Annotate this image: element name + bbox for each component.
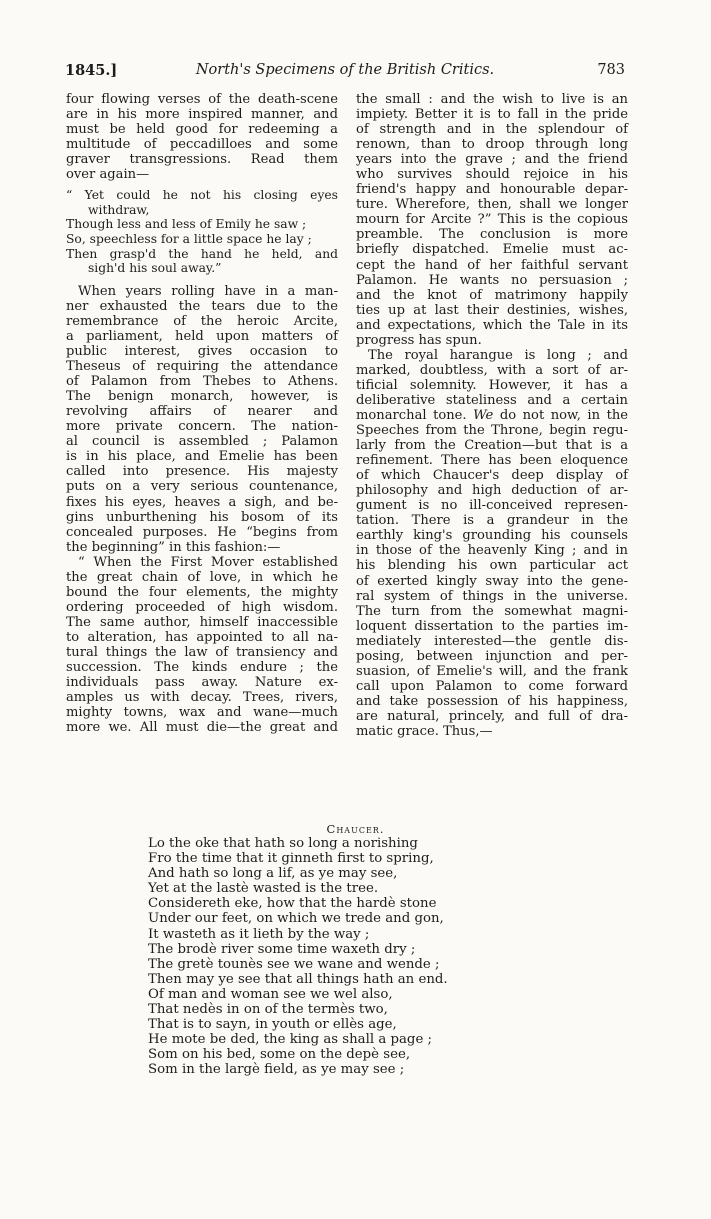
text-line: impiety. Better it is to fall in the pride	[356, 107, 628, 123]
text-line: gument is no ill-conceived represen-	[356, 498, 628, 514]
page-number: 783	[597, 62, 625, 78]
text-line: years into the grave ; and the friend	[356, 152, 628, 168]
text-line: The royal harangue is long ; and	[368, 347, 628, 363]
text-line: more private concern. The nation-	[66, 419, 338, 435]
text-line: are in his more inspired manner, and	[66, 107, 338, 123]
text-line: graver transgressions. Read them	[66, 152, 338, 168]
text-line: puts on a very serious countenance,	[66, 479, 338, 495]
text-line: tural things the law of transiency and	[66, 644, 338, 660]
text-line: and the knot of matrimony happily	[356, 287, 628, 303]
poem-line: Considereth eke, how that the hardè stone	[148, 896, 437, 912]
text-line: mourn for Arcite ?” This is the copious	[356, 212, 628, 228]
poem-line: Som in the largè field, as ye may see ;	[148, 1062, 405, 1078]
text-line: the great chain of love, in which he	[66, 569, 338, 585]
poem-line: Fro the time that it ginneth first to spring,	[148, 851, 434, 867]
left-column	[66, 92, 338, 735]
text-line: ordering proceeded of high wisdom.	[66, 599, 338, 615]
paragraph	[66, 92, 338, 182]
text-line: of Palamon from Thebes to Athens.	[66, 374, 338, 390]
running-header	[65, 62, 625, 84]
text-line: called into presence. His majesty	[66, 464, 338, 480]
poem-line: It wasteth as it lieth by the way ;	[148, 926, 370, 942]
text-line: deliberative stateliness and a certain	[356, 392, 628, 408]
verse-line: So, speechless for a little space he lay ;	[66, 232, 312, 247]
text-line: and expectations, which the Tale in its	[356, 317, 628, 333]
text-line: progress has spun.	[356, 332, 482, 348]
chaucer-poem	[148, 836, 468, 1078]
text-line: loquent dissertation to the parties im-	[356, 618, 628, 634]
text-line: mighty towns, wax and wane—much	[66, 705, 338, 721]
text-line: of exerted kingly sway into the gene-	[356, 573, 628, 589]
right-column	[356, 92, 628, 739]
text-line: the beginning” in this fashion:—	[66, 539, 281, 555]
text-line: remembrance of the heroic Arcite,	[66, 313, 338, 329]
text-line: more we. All must die—the great and	[66, 720, 338, 736]
header-year: 1845.]	[65, 62, 118, 79]
italic-word: We	[473, 407, 494, 423]
poem-line: Som on his bed, some on the depè see,	[148, 1047, 411, 1063]
text-line: must be held good for redeeming a	[66, 122, 338, 138]
text-line: posing, between injunction and per-	[356, 648, 628, 664]
poem-line: The brodè river some time waxeth dry ;	[148, 941, 416, 957]
text-line: public interest, gives occasion to	[66, 344, 338, 360]
verse-line: Though less and less of Emily he saw ;	[66, 217, 307, 232]
text-line: When years rolling have in a man-	[78, 283, 338, 299]
text-line: larly from the Creation—but that is a	[356, 438, 628, 454]
text-line: tificial solemnity. However, it has a	[356, 377, 628, 393]
text-line: refinement. There has been eloquence	[356, 453, 628, 469]
chaucer-heading: Chaucer.	[326, 822, 385, 836]
text-line: The turn from the somewhat magni-	[356, 603, 628, 619]
text-line: who survives should rejoice in his	[356, 167, 628, 183]
text-line: his blending his own particular act	[356, 558, 628, 574]
paragraph	[66, 555, 338, 736]
text-line: in those of the heavenly King ; and in	[356, 543, 628, 559]
quoted-verse	[66, 188, 338, 276]
text-line: friend's happy and honourable depar-	[356, 182, 628, 198]
text-line: fixes his eyes, heaves a sigh, and be-	[66, 494, 338, 510]
text-fragment: monarchal tone.	[356, 407, 467, 423]
text-line: of which Chaucer's deep display of	[356, 468, 628, 484]
poem-line: He mote be ded, the king as shall a page ;	[148, 1032, 433, 1048]
text-line: over again—	[66, 167, 150, 183]
text-line: of strength and in the splendour of	[356, 122, 628, 138]
text-line: gins unburthening his bosom of its	[66, 509, 338, 525]
text-line: earthly king's grounding his counsels	[356, 528, 628, 544]
text-line: tation. There is a grandeur in the	[356, 513, 628, 529]
text-line: bound the four elements, the mighty	[66, 584, 338, 600]
text-line: renown, than to droop through long	[356, 137, 628, 153]
text-line: ties up at last their destinies, wishes,	[356, 302, 628, 318]
text-line: mediately interested—the gentle dis-	[356, 633, 628, 649]
text-line: ture. Wherefore, then, shall we longer	[356, 197, 628, 213]
paragraph	[356, 92, 628, 348]
verse-line: Then grasp'd the hand he held, and	[66, 246, 338, 261]
poem-line: Under our feet, on which we trede and gon,	[148, 911, 444, 927]
text-fragment: do not now, in the	[499, 407, 629, 423]
text-line	[356, 408, 628, 423]
text-line: suasion, of Emelie's will, and the frank	[356, 663, 628, 679]
text-line: revolving affairs of nearer and	[66, 404, 338, 420]
text-line: amples us with decay. Trees, rivers,	[66, 690, 338, 706]
text-line: four flowing verses of the death-scene	[66, 92, 338, 107]
text-line: matic grace. Thus,—	[356, 723, 493, 739]
text-line: are natural, princely, and full of dra-	[356, 708, 628, 724]
text-line: “ When the First Mover established	[78, 554, 338, 570]
poem-line: And hath so long a lif, as ye may see,	[148, 866, 398, 882]
text-line: and take possession of his happiness,	[356, 693, 628, 709]
text-line: multitude of peccadilloes and some	[66, 137, 338, 153]
poem-line: Of man and woman see we wel also,	[148, 986, 393, 1002]
text-line: The benign monarch, however, is	[66, 389, 338, 405]
text-line: individuals pass away. Nature ex-	[66, 675, 338, 691]
text-line: ral system of things in the universe.	[356, 588, 628, 604]
text-line: briefly dispatched. Emelie must ac-	[356, 242, 628, 258]
text-line: Theseus of requiring the attendance	[66, 359, 338, 375]
poem-line: Yet at the lastè wasted is the tree.	[148, 881, 379, 897]
text-line: ner exhausted the tears due to the	[66, 298, 338, 314]
text-line: marked, doubtless, with a sort of ar-	[356, 362, 628, 378]
poem-line: Then may ye see that all things hath an end.	[148, 971, 448, 987]
poem-line: That is to sayn, in youth or ellès age,	[148, 1017, 397, 1033]
poem-line: The gretè tounès see we wane and wende ;	[148, 956, 440, 972]
text-line: the small : and the wish to live is an	[356, 92, 628, 107]
text-line: succession. The kinds endure ; the	[66, 660, 338, 676]
text-line: The same author, himself inaccessible	[66, 614, 338, 630]
text-line: Palamon. He wants no persuasion ;	[356, 272, 628, 288]
text-line: philosophy and high deduction of ar-	[356, 483, 628, 499]
text-line: call upon Palamon to come forward	[356, 678, 628, 694]
header-title: North's Specimens of the British Critics.	[195, 62, 495, 78]
text-line: concealed purposes. He “begins from	[66, 524, 338, 540]
poem-line: Lo the oke that hath so long a norishing	[148, 836, 418, 851]
text-line: to alteration, has appointed to all na-	[66, 629, 338, 645]
text-line: Speeches from the Throne, begin regu-	[356, 423, 628, 439]
verse-line: “ Yet could he not his closing eyes	[66, 188, 338, 203]
text-line: al council is assembled ; Palamon	[66, 434, 338, 450]
poem-line: That nedès in on of the termès two,	[148, 1002, 388, 1018]
verse-line: sigh'd his soul away.”	[88, 261, 222, 276]
paragraph	[356, 348, 628, 739]
paragraph	[66, 284, 338, 555]
text-line: is in his place, and Emelie has been	[66, 449, 338, 465]
verse-line: withdraw,	[88, 202, 150, 217]
text-line: a parliament, held upon matters of	[66, 328, 338, 344]
text-line: preamble. The conclusion is more	[356, 227, 628, 243]
text-line: cept the hand of her faithful servant	[356, 257, 628, 273]
